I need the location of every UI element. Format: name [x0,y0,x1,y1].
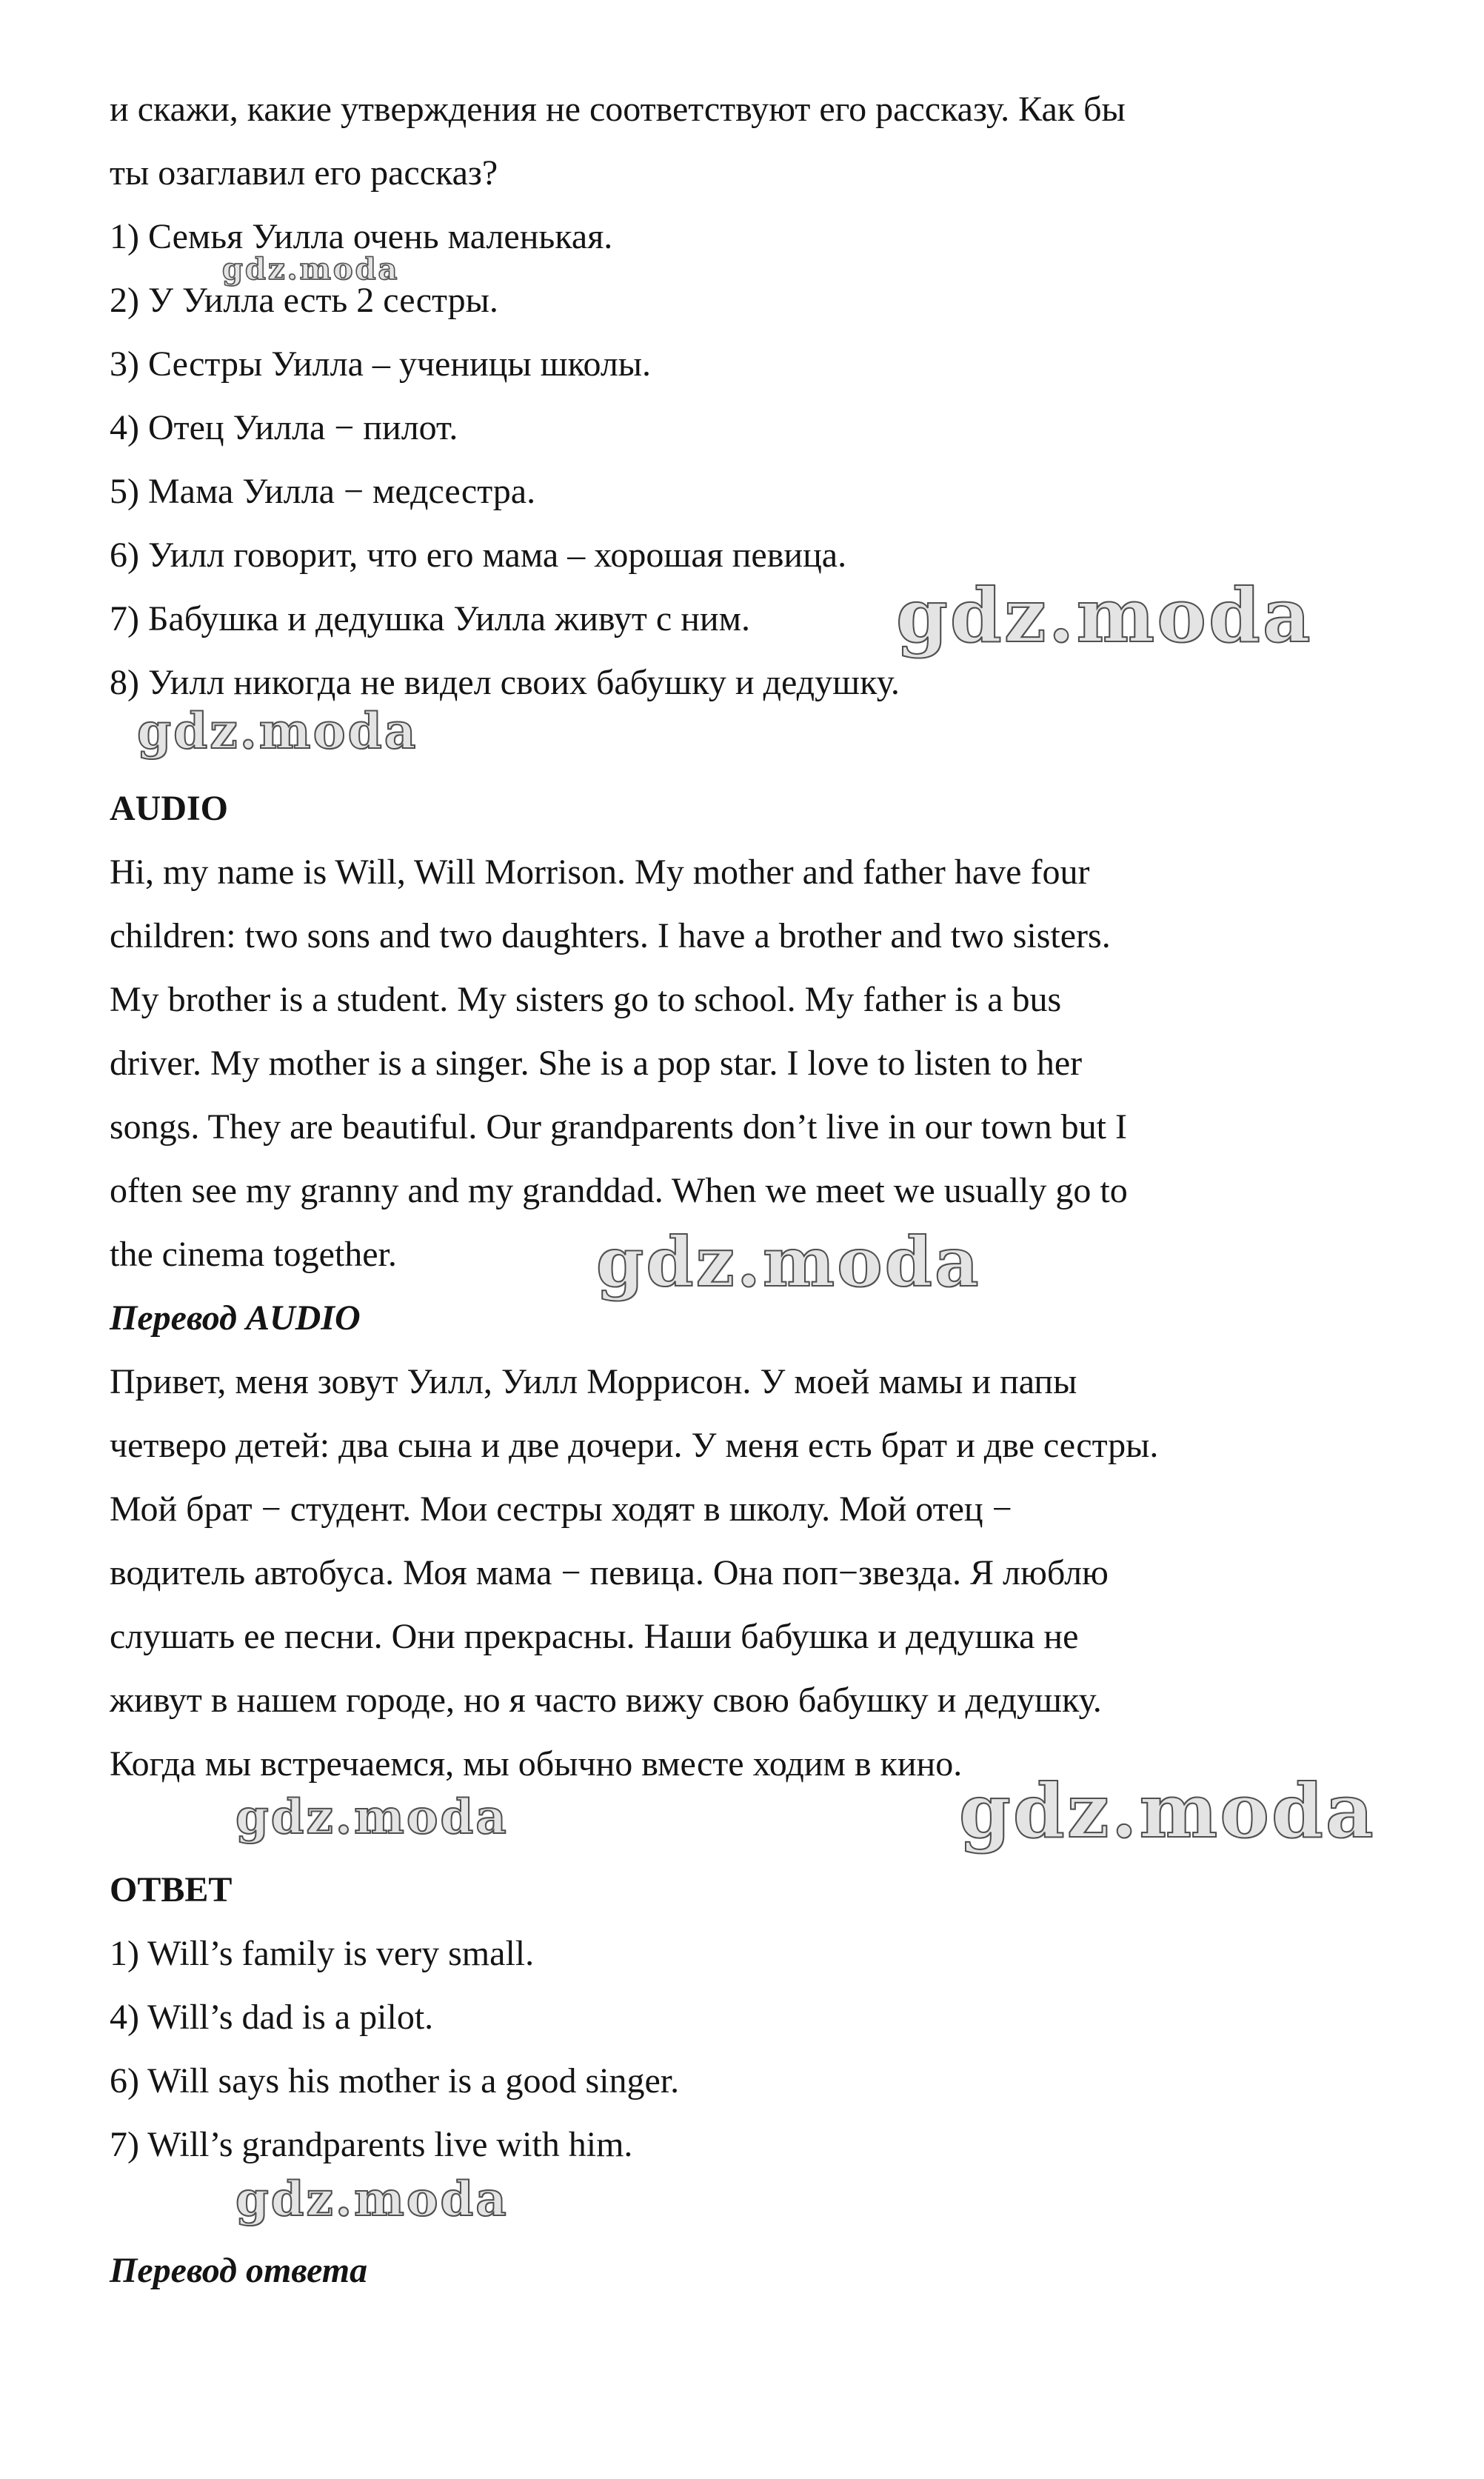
perevod-audio-line: живут в нашем городе, но я часто вижу свою бабушку и дедушку. [110,1681,1102,1720]
audio-text-line: songs. They are beautiful. Our grandparents don’t live in our town but I [110,1107,1127,1147]
statement-item: 4) Отец Уилла − пилот. [110,408,458,447]
page-content [110,78,1391,2303]
perevod-audio-line: Привет, меня зовут Уилл, Уилл Моррисон. У моей мамы и папы [110,1362,1077,1401]
statement-item: 7) Бабушка и дедушка Уилла живут с ним. [110,599,750,638]
audio-text-line: Hi, my name is Will, Will Morrison. My mother and father have four [110,853,1090,892]
statement-item: 1) Семья Уилла очень маленькая. [110,217,613,256]
statement-item: 8) Уилл никогда не видел своих бабушку и дедушку. [110,663,900,702]
intro-line: и скажи, какие утверждения не соответствуют его рассказу. Как бы [110,90,1126,129]
audio-text-line: often see my granny and my granddad. When we meet we usually go to [110,1171,1128,1210]
perevod-audio-line: Мой брат − студент. Мои сестры ходят в школу. Мой отец − [110,1489,1012,1529]
statement-item: 6) Уилл говорит, что его мама – хорошая певица. [110,535,847,575]
perevod-audio-line: четверо детей: два сына и две дочери. У меня есть брат и две сестры. [110,1426,1159,1465]
audio-text-line: driver. My mother is a singer. She is a pop star. I love to listen to her [110,1044,1083,1083]
otvet-heading: ОТВЕТ [110,1870,233,1909]
perevod-audio-line: водитель автобуса. Моя мама − певица. Она поп−звезда. Я люблю [110,1553,1109,1592]
watermark-gdz-moda: gdz.moda [235,1789,509,1845]
statement-item: 2) У Уилла есть 2 сестры. [110,281,498,320]
statement-item: 5) Мама Уилла − медсестра. [110,472,536,511]
statement-item: 3) Сестры Уилла – ученицы школы. [110,344,652,384]
watermark-gdz-moda: gdz.moda [596,1222,981,1302]
audio-text-line: children: two sons and two daughters. I have a brother and two sisters. [110,916,1111,955]
watermark-gdz-moda: gdz.moda [896,572,1313,659]
perevod-audio-line: слушать ее песни. Они прекрасны. Наши бабушка и дедушка не [110,1617,1079,1656]
watermark-gdz-moda: gdz.moda [235,2172,509,2227]
perevod-otveta-heading: Перевод ответа [110,2251,368,2290]
answer-item: 6) Will says his mother is a good singer. [110,2061,680,2101]
watermark-gdz-moda: gdz.moda [222,252,400,287]
perevod-audio-line: Когда мы встречаемся, мы обычно вместе ходим в кино. [110,1744,963,1784]
audio-heading: AUDIO [110,789,229,828]
audio-text-line: My brother is a student. My sisters go to school. My father is a bus [110,980,1062,1019]
intro-line: ты озаглавил его рассказ? [110,153,498,193]
watermark-gdz-moda: gdz.moda [137,702,418,760]
watermark-gdz-moda: gdz.moda [959,1767,1376,1855]
answer-item: 7) Will’s grandparents live with him. [110,2125,633,2164]
audio-text-line: the cinema together. [110,1235,397,1274]
answer-item: 1) Will’s family is very small. [110,1934,535,1973]
perevod-audio-heading: Перевод AUDIO [110,1298,361,1338]
answer-item: 4) Will’s dad is a pilot. [110,1998,434,2037]
